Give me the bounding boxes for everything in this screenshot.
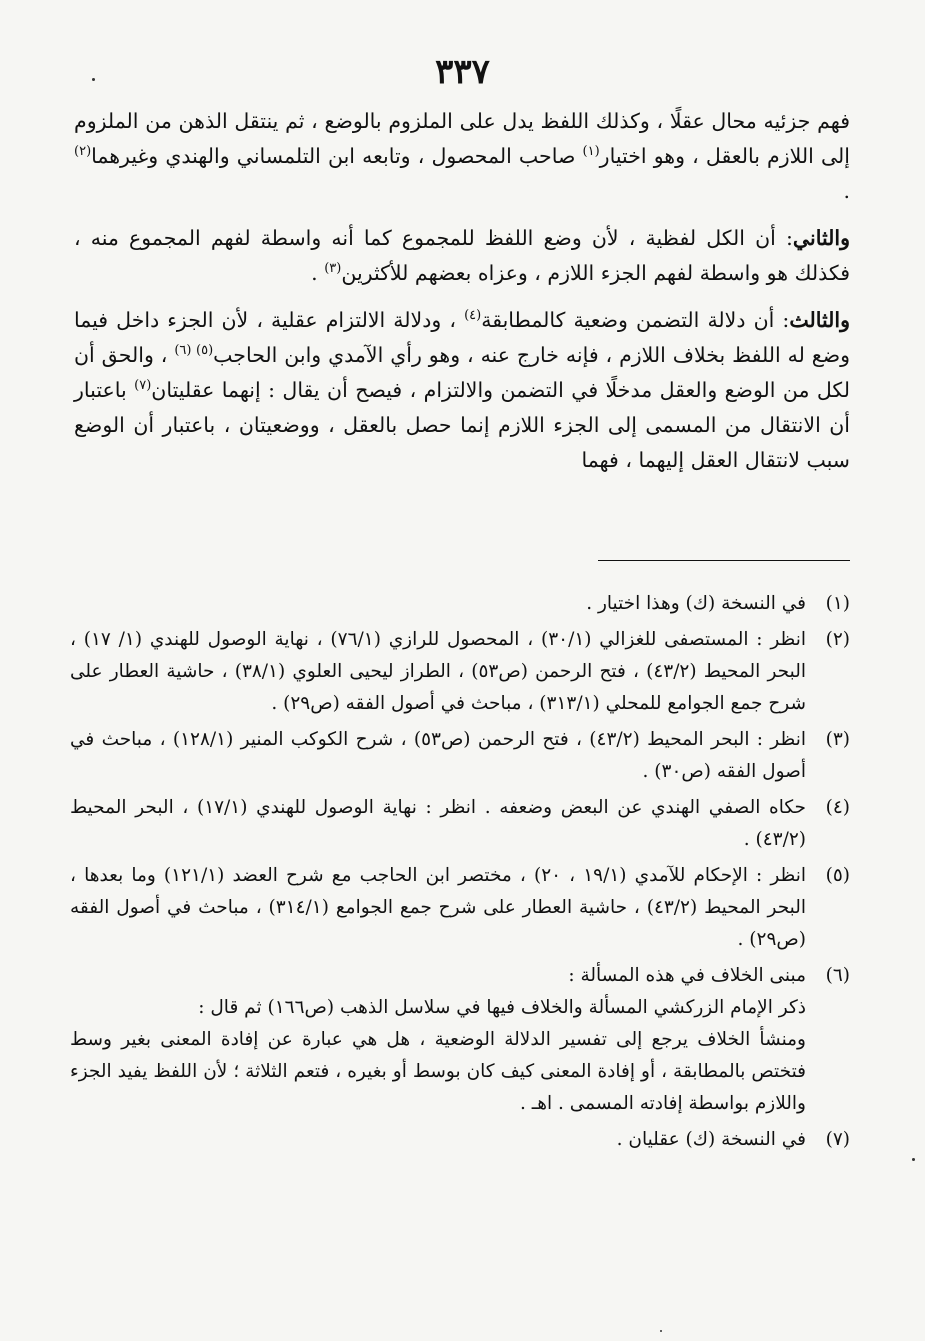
footnote-text xyxy=(70,860,806,956)
footnote-text xyxy=(70,724,806,788)
main-text xyxy=(74,104,850,490)
paragraph-lead: والثاني xyxy=(792,226,850,250)
paragraph-text: . xyxy=(311,261,325,285)
paragraph-text: : أن الكل لفظية ، لأن وضع اللفظ للمجموع كما أنه واسطة لفهم المجموع منه ، فكذلك هو واسطة لفهم الجزء اللازم ، وعزاه بعضهم للأكثرين xyxy=(74,226,850,285)
footnote-number: (٧) xyxy=(825,1129,850,1150)
footnote-line: انظر : الإحكام للآمدي (١٩/١ ، ٢٠) ، مختصر ابن الحاجب مع شرح العضد (١٢١/١) وما بعدها ، البحر المحيط (٤٣/٢) ، حاشية العطار على شرح جمع الجوامع (٣١٤/١) ، مباحث في أصول الفقه (ص٢٩) . xyxy=(70,865,806,950)
footnote-line: ذكر الإمام الزركشي المسألة والخلاف فيها في سلاسل الذهب (ص١٦٦) ثم قال : xyxy=(198,997,806,1018)
footnote-separator xyxy=(598,560,850,561)
footnote-line: انظر : المستصفى للغزالي (٣٠/١) ، المحصول للرازي (٧٦/١) ، نهاية الوصول للهندي (١/ ١٧) ، البحر المحيط (٤٣/٢) ، فتح الرحمن (ص٥٣) ، الطراز ليحيى العلوي (٣٨/١) ، حاشية العطار على شرح جمع الجوامع للمحلي (٣١٣/١) ، مباحث في أصول الفقه (ص٢٩) . xyxy=(70,629,806,714)
footnote-4 xyxy=(70,792,850,856)
footnote-text xyxy=(70,792,806,856)
footnote-6 xyxy=(70,960,850,1120)
footnote-text xyxy=(70,1124,806,1156)
page-number: ٣٣٧ xyxy=(435,52,490,92)
footnote-number: (٦) xyxy=(825,965,850,986)
paragraph-lead: والثالث xyxy=(789,308,850,332)
footnote-number: (١) xyxy=(825,593,850,614)
footnote-line: مبنى الخلاف في هذه المسألة : xyxy=(568,965,806,986)
footnote-1 xyxy=(70,588,850,620)
paragraph-text: ، والحق أن لكل من الوضع والعقل مدخلًا في التضمن والالتزام ، فيصح أن يقال : إنهما عقليتان xyxy=(74,343,850,402)
paragraph-text: ، ودلالة الالتزام عقلية ، لأن الجزء داخل فيما وضع له اللفظ بخلاف اللازم ، فإنه خارج عنه ، وهو رأي الآمدي وابن الحاجب xyxy=(74,308,850,367)
footnote-ref[interactable]: (٥) (٦) xyxy=(174,343,214,359)
footnote-line: ومنشأ الخلاف يرجع إلى تفسير الدلالة الوضعية ، هل هي عبارة عن إفادة المعنى بغير وسط فتختص بالمطابقة ، أو إفادة المعنى كيف كان بوسط أو بغيره ، فتعم الثلاثة ؛ لأن اللفظ يفيد الجزء واللازم بواسطة إفادته المسمى . اهـ . xyxy=(70,1029,806,1114)
footnote-number: (٢) xyxy=(825,629,850,650)
footnote-line: حكاه الصفي الهندي عن البعض وضعفه . انظر : نهاية الوصول للهندي (١٧/١) ، البحر المحيط (٤٣/٢) . xyxy=(70,797,806,850)
footnote-line: في النسخة (ك) عقليان . xyxy=(616,1129,806,1150)
paragraph-3 xyxy=(74,303,850,478)
footnote-text xyxy=(70,960,806,1120)
footnote-text xyxy=(70,588,806,620)
footnote-ref[interactable]: (١) xyxy=(582,144,600,160)
footnote-line: في النسخة (ك) وهذا اختيار . xyxy=(586,593,806,614)
footnote-text xyxy=(70,624,806,720)
footnote-5 xyxy=(70,860,850,956)
footnote-number: (٥) xyxy=(825,865,850,886)
paragraph-1 xyxy=(74,104,850,209)
paragraph-text: : أن دلالة التضمن وضعية كالمطابقة xyxy=(481,308,790,332)
paragraph-text: صاحب المحصول ، وتابعه ابن التلمساني والهندي وغيرهما xyxy=(91,144,583,168)
paragraph-text: باعتبار أن الانتقال من المسمى إلى الجزء اللازم إنما حصل بالعقل ، ووضعيتان ، باعتبار أن الوضع سبب لانتقال العقل إليهما ، فهما xyxy=(74,378,850,472)
footnote-number: (٤) xyxy=(825,797,850,818)
footnote-ref[interactable]: (٣) xyxy=(324,261,342,277)
footnote-ref[interactable]: (٧) xyxy=(134,378,152,394)
paragraph-text: فهم جزئيه محال عقلًا ، وكذلك اللفظ يدل على الملزوم بالوضع ، ثم ينتقل الذهن من الملزوم إلى اللازم بالعقل ، وهو اختيار xyxy=(74,109,850,168)
scan-speck xyxy=(92,78,95,81)
footnote-ref[interactable]: (٤) xyxy=(464,308,482,324)
scan-speck xyxy=(912,1158,915,1161)
footnote-2 xyxy=(70,624,850,720)
footnote-number: (٣) xyxy=(825,729,850,750)
paragraph-2 xyxy=(74,221,850,291)
footnote-3 xyxy=(70,724,850,788)
scan-speck xyxy=(660,1330,662,1332)
footnote-ref[interactable]: (٢) xyxy=(74,144,92,160)
footnotes xyxy=(70,588,850,1160)
footnote-7 xyxy=(70,1124,850,1156)
paragraph-text: . xyxy=(843,179,850,203)
footnote-line: انظر : البحر المحيط (٤٣/٢) ، فتح الرحمن (ص٥٣) ، شرح الكوكب المنير (١٢٨/١) ، مباحث في أصول الفقه (ص٣٠) . xyxy=(70,729,806,782)
